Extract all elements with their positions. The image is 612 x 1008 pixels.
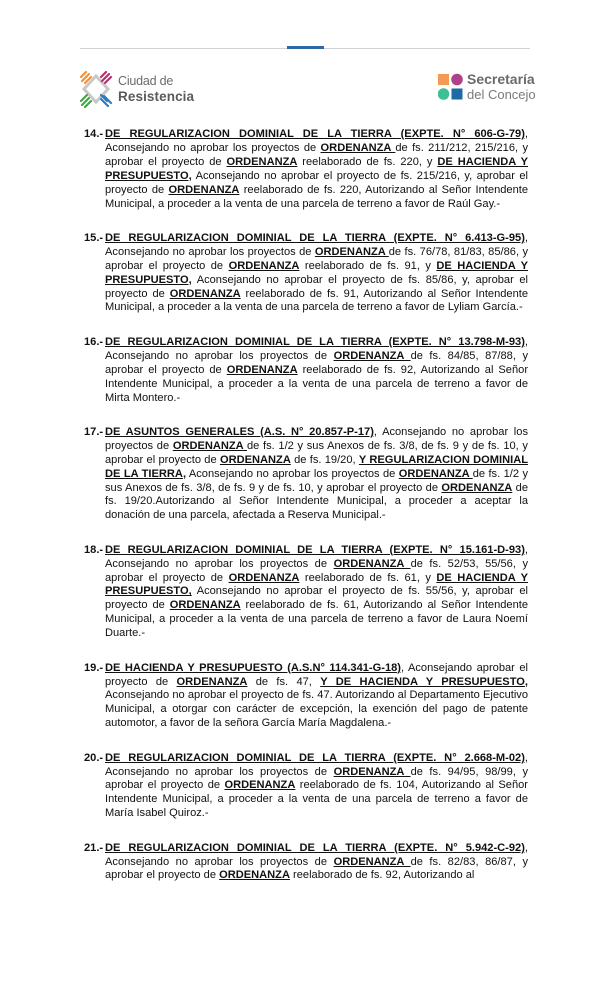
item-text bbox=[105, 336, 528, 404]
item-plain-text: , Aconsejando no aprobar los proyectos de bbox=[105, 425, 528, 452]
item-plain-text: reelaborado de fs. 220, y bbox=[297, 155, 438, 168]
item-plain-text: Aconsejando no aprobar el proyecto de fs. 215/216, y, aprobar el proyecto de bbox=[105, 169, 528, 196]
item-plain-text: de fs. 94/95, 98/99, y aprobar el proyecto de bbox=[105, 765, 528, 792]
item-plain-text: , Aconsejando aprobar el proyecto de bbox=[105, 661, 528, 688]
item-number: 16.- bbox=[84, 335, 104, 348]
item-number: 21.- bbox=[84, 841, 104, 854]
item-plain-text: , Aconsejando no aprobar los proyectos de bbox=[105, 543, 528, 570]
agenda-item bbox=[84, 544, 528, 641]
header-accent-bar bbox=[287, 46, 324, 49]
item-emphasis-text: ORDENANZA bbox=[169, 599, 241, 612]
agenda-item bbox=[84, 842, 528, 884]
secretaria-del-concejo-logo bbox=[438, 71, 536, 103]
item-plain-text: de fs. 1/2 y sus Anexos de fs. 3/8, de fs. 9 y de fs. 10, y aprobar el proyecto de bbox=[105, 467, 528, 494]
resistencia-emblem-icon bbox=[79, 68, 113, 110]
ciudad-de-resistencia-logo bbox=[79, 68, 194, 110]
item-plain-text: de fs. 52/53, 55/56, y aprobar el proyecto de bbox=[105, 557, 528, 584]
logo-left-line1: Ciudad de bbox=[118, 74, 174, 88]
item-emphasis-text: Y DE HACIENDA Y PRESUPUESTO, bbox=[320, 675, 528, 688]
item-plain-text: de fs. 47, bbox=[247, 675, 321, 688]
item-number: 19.- bbox=[84, 661, 104, 674]
item-emphasis-text: ORDENANZA bbox=[169, 287, 241, 300]
item-emphasis-text: DE HACIENDA Y PRESUPUESTO, bbox=[105, 155, 528, 182]
item-plain-text: reelaborado de fs. 92, Autorizando al Señor Intendente Municipal, a proceder a la venta de una parcela de terreno a favor de Mirta Montero.- bbox=[105, 363, 529, 404]
item-plain-text: de fs. 84/85, 87/88, y aprobar el proyecto de bbox=[105, 349, 528, 376]
item-number: 14.- bbox=[84, 128, 104, 140]
item-plain-text: reelaborado de fs. 220, Autorizando al Señor Intendente Municipal, a proceder a la venta de una parcela de terreno a favor de Raúl Gay.- bbox=[105, 183, 528, 210]
item-plain-text: de fs. 76/78, 81/83, 85/86, y aprobar el proyecto de bbox=[105, 245, 528, 272]
item-plain-text: , Aconsejando no aprobar los proyectos de bbox=[105, 751, 528, 778]
item-plain-text: reelaborado de fs. 61, y bbox=[299, 571, 437, 584]
item-emphasis-text: DE HACIENDA Y PRESUPUESTO, bbox=[105, 259, 529, 286]
item-emphasis-text: ORDENANZA bbox=[219, 453, 291, 466]
item-emphasis-text: ORDENANZA bbox=[172, 439, 247, 452]
item-plain-text: de fs. 82/83, 86/87, y aprobar el proyecto de bbox=[105, 855, 528, 882]
item-emphasis-text: DE REGULARIZACION DOMINIAL DE LA TIERRA (EXPTE. N° 13.798-M-93) bbox=[105, 335, 525, 348]
item-emphasis-text: DE ASUNTOS GENERALES (A.S. N° 20.857-P-17) bbox=[105, 425, 374, 438]
item-plain-text: reelaborado de fs. 61, Autorizando al Señor Intendente Municipal, a proceder a la venta de una parcela de terreno a favor de Laura Noemí Duarte.- bbox=[105, 599, 528, 640]
item-text bbox=[105, 752, 528, 820]
item-emphasis-text: ORDENANZA bbox=[333, 557, 411, 570]
item-text bbox=[105, 544, 528, 639]
item-emphasis-text: DE REGULARIZACION DOMINIAL DE LA TIERRA (EXPTE. N° 606-G-79) bbox=[105, 128, 525, 140]
item-text bbox=[105, 128, 528, 210]
logo-right-line1: Secretaría bbox=[467, 71, 535, 87]
item-text bbox=[105, 662, 528, 730]
agenda-item bbox=[84, 662, 528, 732]
item-emphasis-text: ORDENANZA bbox=[320, 141, 396, 154]
item-emphasis-text: ORDENANZA bbox=[176, 675, 248, 688]
item-plain-text: , Aconsejando no aprobar los proyectos de bbox=[105, 335, 528, 362]
item-text bbox=[105, 232, 528, 314]
agenda-item bbox=[84, 336, 528, 406]
agenda-item bbox=[84, 426, 528, 523]
item-emphasis-text: DE REGULARIZACION DOMINIAL DE LA TIERRA (EXPTE. N° 6.413-G-95) bbox=[105, 231, 525, 244]
item-emphasis-text: ORDENANZA bbox=[314, 245, 389, 258]
item-emphasis-text: DE HACIENDA Y PRESUPUESTO, bbox=[105, 571, 529, 598]
item-plain-text: Aconsejando no aprobar el proyecto de fs. 47. Autorizando al Departamento Ejecutivo Municipal, a otorgar con carácter de excepción, la exención del pago de patente automotor, a favor de la señora García María Magdalena.- bbox=[105, 689, 528, 730]
item-plain-text: de fs. 1/2 y sus Anexos de fs. 3/8, de fs. 9 y de fs. 10, y aprobar el proyecto de bbox=[105, 439, 528, 466]
item-emphasis-text: ORDENANZA bbox=[226, 363, 298, 376]
item-plain-text: reelaborado de fs. 91, y bbox=[299, 259, 437, 272]
item-emphasis-text: ORDENANZA bbox=[168, 183, 240, 196]
item-number: 20.- bbox=[84, 751, 104, 764]
logo-right-line2: del Concejo bbox=[467, 87, 536, 102]
item-plain-text: reelaborado de fs. 91, Autorizando al Señor Intendente Municipal, a proceder a la venta de una parcela de terreno a favor de Lyliam García.- bbox=[105, 287, 528, 314]
item-number: 15.- bbox=[84, 231, 104, 244]
item-plain-text: de fs. 19/20.Autorizando al Señor Intendente Municipal, a proceder a aceptar la donación de una parcela, afectada a Reserva Municipal.- bbox=[105, 481, 529, 522]
item-emphasis-text: ORDENANZA bbox=[228, 259, 300, 272]
item-emphasis-text: ORDENANZA bbox=[333, 855, 411, 868]
item-plain-text: reelaborado de fs. 104, Autorizando al Señor Intendente Municipal, a proceder a la venta de una parcela de terreno a favor de María Isabel Quiroz.- bbox=[105, 779, 529, 820]
item-emphasis-text: DE HACIENDA Y PRESUPUESTO (A.S.N° 114.341-G-18) bbox=[105, 661, 401, 674]
logo-left-line2: Resistencia bbox=[118, 89, 195, 104]
item-number: 18.- bbox=[84, 543, 104, 556]
item-plain-text: Aconsejando no aprobar el proyecto de fs. 85/86, y, aprobar el proyecto de bbox=[105, 273, 528, 300]
item-plain-text: de fs. 211/212, 215/216, y aprobar el proyecto de bbox=[105, 141, 528, 168]
item-plain-text: Aconsejando no aprobar los proyectos de bbox=[186, 467, 399, 480]
item-plain-text: , Aconsejando no aprobar los proyectos de bbox=[105, 128, 528, 154]
item-emphasis-text: ORDENANZA bbox=[219, 869, 290, 882]
item-plain-text: Aconsejando no aprobar el proyecto de fs. 55/56, y, aprobar el proyecto de bbox=[105, 585, 528, 612]
item-emphasis-text: Y REGULARIZACION DOMINIAL DE LA TIERRA, bbox=[105, 453, 528, 480]
item-emphasis-text: ORDENANZA bbox=[224, 779, 296, 792]
agenda-item bbox=[84, 128, 528, 211]
item-text bbox=[105, 842, 528, 882]
item-plain-text: de fs. 19/20, bbox=[290, 453, 359, 466]
item-emphasis-text: ORDENANZA bbox=[226, 155, 298, 168]
item-text bbox=[105, 426, 528, 521]
item-emphasis-text: ORDENANZA bbox=[398, 467, 473, 480]
secretaria-squares-icon bbox=[438, 71, 464, 103]
item-plain-text: , Aconsejando no aprobar los proyectos de bbox=[105, 231, 528, 258]
item-emphasis-text: DE REGULARIZACION DOMINIAL DE LA TIERRA (EXPTE. N° 5.942-C-92) bbox=[105, 841, 525, 854]
item-emphasis-text: DE REGULARIZACION DOMINIAL DE LA TIERRA (EXPTE. N° 2.668-M-02) bbox=[105, 751, 525, 764]
item-plain-text: reelaborado de fs. 92, Autorizando al bbox=[289, 869, 475, 882]
item-emphasis-text: ORDENANZA bbox=[333, 349, 411, 362]
item-plain-text: , Aconsejando no aprobar los proyectos de bbox=[105, 841, 528, 868]
item-number: 17.- bbox=[84, 425, 104, 438]
item-emphasis-text: DE REGULARIZACION DOMINIAL DE LA TIERRA (EXPTE. N° 15.161-D-93) bbox=[105, 543, 525, 556]
item-emphasis-text: ORDENANZA bbox=[441, 481, 513, 494]
agenda-item bbox=[84, 752, 528, 822]
item-emphasis-text: ORDENANZA bbox=[228, 571, 300, 584]
agenda-item bbox=[84, 232, 528, 315]
agenda-items-list bbox=[84, 128, 528, 904]
item-emphasis-text: ORDENANZA bbox=[333, 765, 411, 778]
